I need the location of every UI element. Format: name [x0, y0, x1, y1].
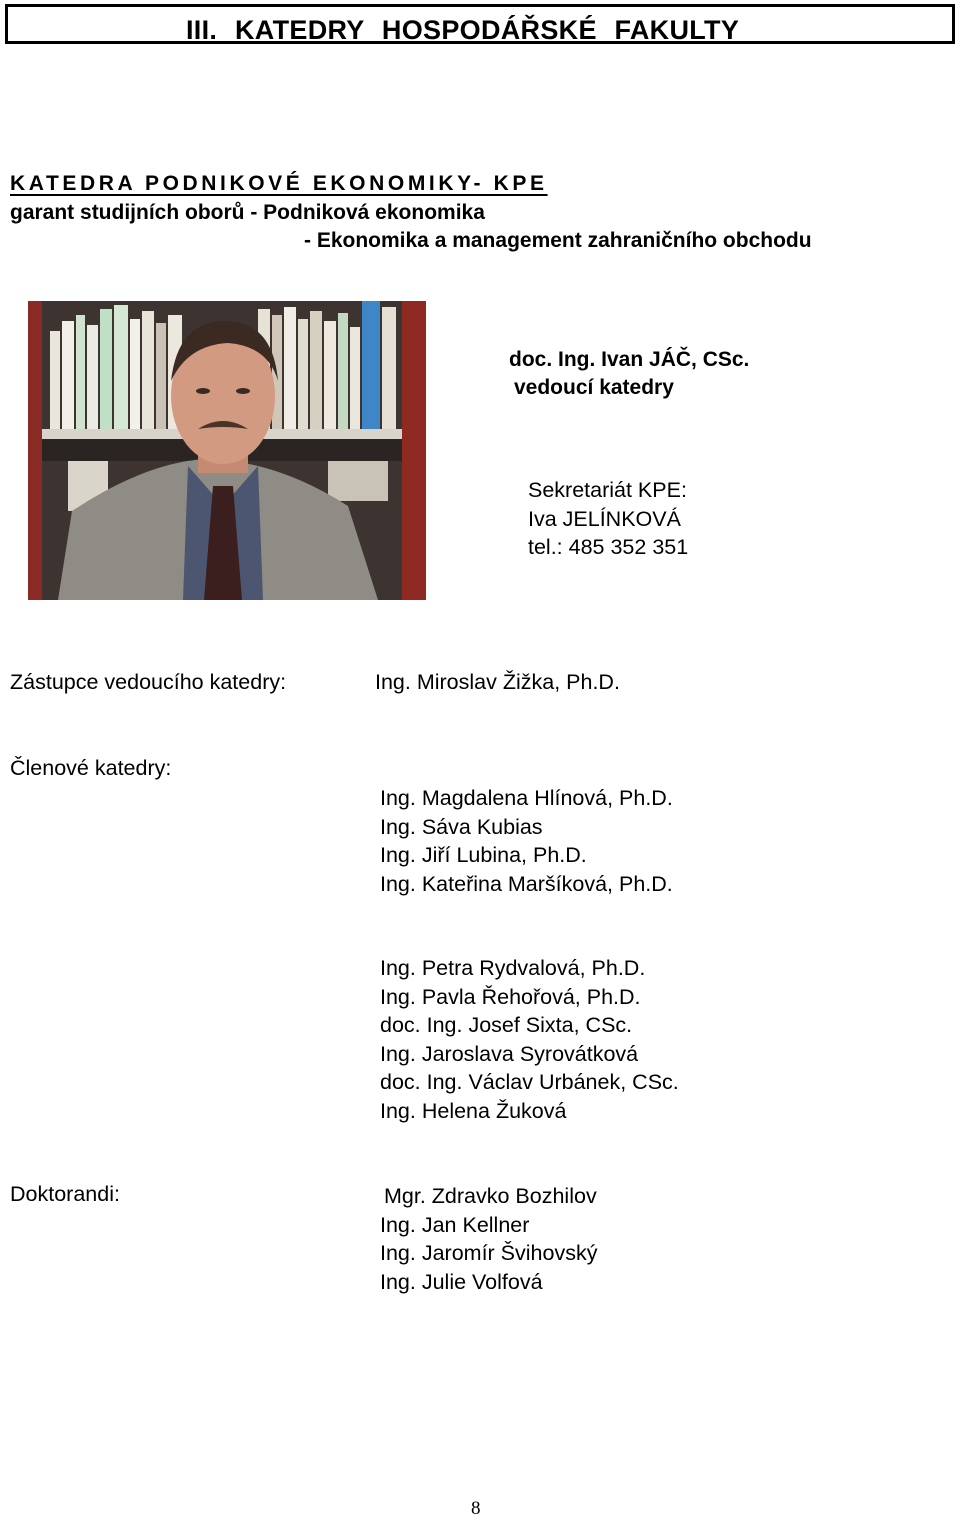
guarantee-line-1: garant studijních oborů - Podniková ekonomika — [10, 201, 485, 224]
secretariat-name: Iva JELÍNKOVÁ — [528, 507, 681, 531]
head-portrait-photo — [28, 301, 426, 600]
doctoral-list — [380, 1182, 597, 1296]
member-item: doc. Ing. Josef Sixta, CSc. — [380, 1013, 633, 1037]
members-group-1 — [380, 784, 673, 898]
guarantee-line-2: - Ekonomika a management zahraničního obchodu — [304, 229, 812, 252]
doctoral-item: Ing. Jan Kellner — [380, 1212, 530, 1237]
member-item: Ing. Sáva Kubias — [380, 814, 543, 839]
head-role: vedoucí katedry — [514, 376, 674, 399]
deputy-label: Zástupce vedoucího katedry: — [10, 670, 287, 694]
chapter-title-box — [5, 4, 955, 44]
page-number: 8 — [471, 1498, 481, 1519]
member-item: Ing. Helena Žuková — [380, 1098, 567, 1123]
chapter-title: III. KATEDRY HOSPODÁŘSKÉ FAKULTY — [186, 15, 740, 45]
members-label: Členové katedry: — [10, 756, 172, 780]
doctoral-label: Doktorandi: — [10, 1182, 120, 1206]
member-item: Ing. Pavla Řehořová, Ph.D. — [380, 984, 641, 1009]
doctoral-item: Ing. Julie Volfová — [380, 1269, 543, 1294]
members-group-2 — [380, 954, 679, 1125]
deputy-name: Ing. Miroslav Žižka, Ph.D. — [375, 670, 620, 694]
member-item: doc. Ing. Václav Urbánek, CSc. — [380, 1070, 679, 1094]
member-item: Ing. Petra Rydvalová, Ph.D. — [380, 956, 646, 980]
doctoral-item: Mgr. Zdravko Bozhilov — [384, 1184, 597, 1208]
doctoral-item: Ing. Jaromír Švihovský — [380, 1241, 598, 1265]
secretariat-phone: tel.: 485 352 351 — [528, 535, 689, 559]
member-item: Ing. Jaroslava Syrovátková — [380, 1041, 639, 1066]
member-item: Ing. Kateřina Maršíková, Ph.D. — [380, 871, 673, 896]
head-name: doc. Ing. Ivan JÁČ, CSc. — [509, 348, 750, 371]
secretariat-label: Sekretariát KPE: — [528, 478, 687, 502]
member-item: Ing. Jiří Lubina, Ph.D. — [380, 843, 587, 867]
department-name: KATEDRA PODNIKOVÉ EKONOMIKY- KPE — [10, 172, 548, 195]
member-item: Ing. Magdalena Hlínová, Ph.D. — [380, 786, 673, 810]
